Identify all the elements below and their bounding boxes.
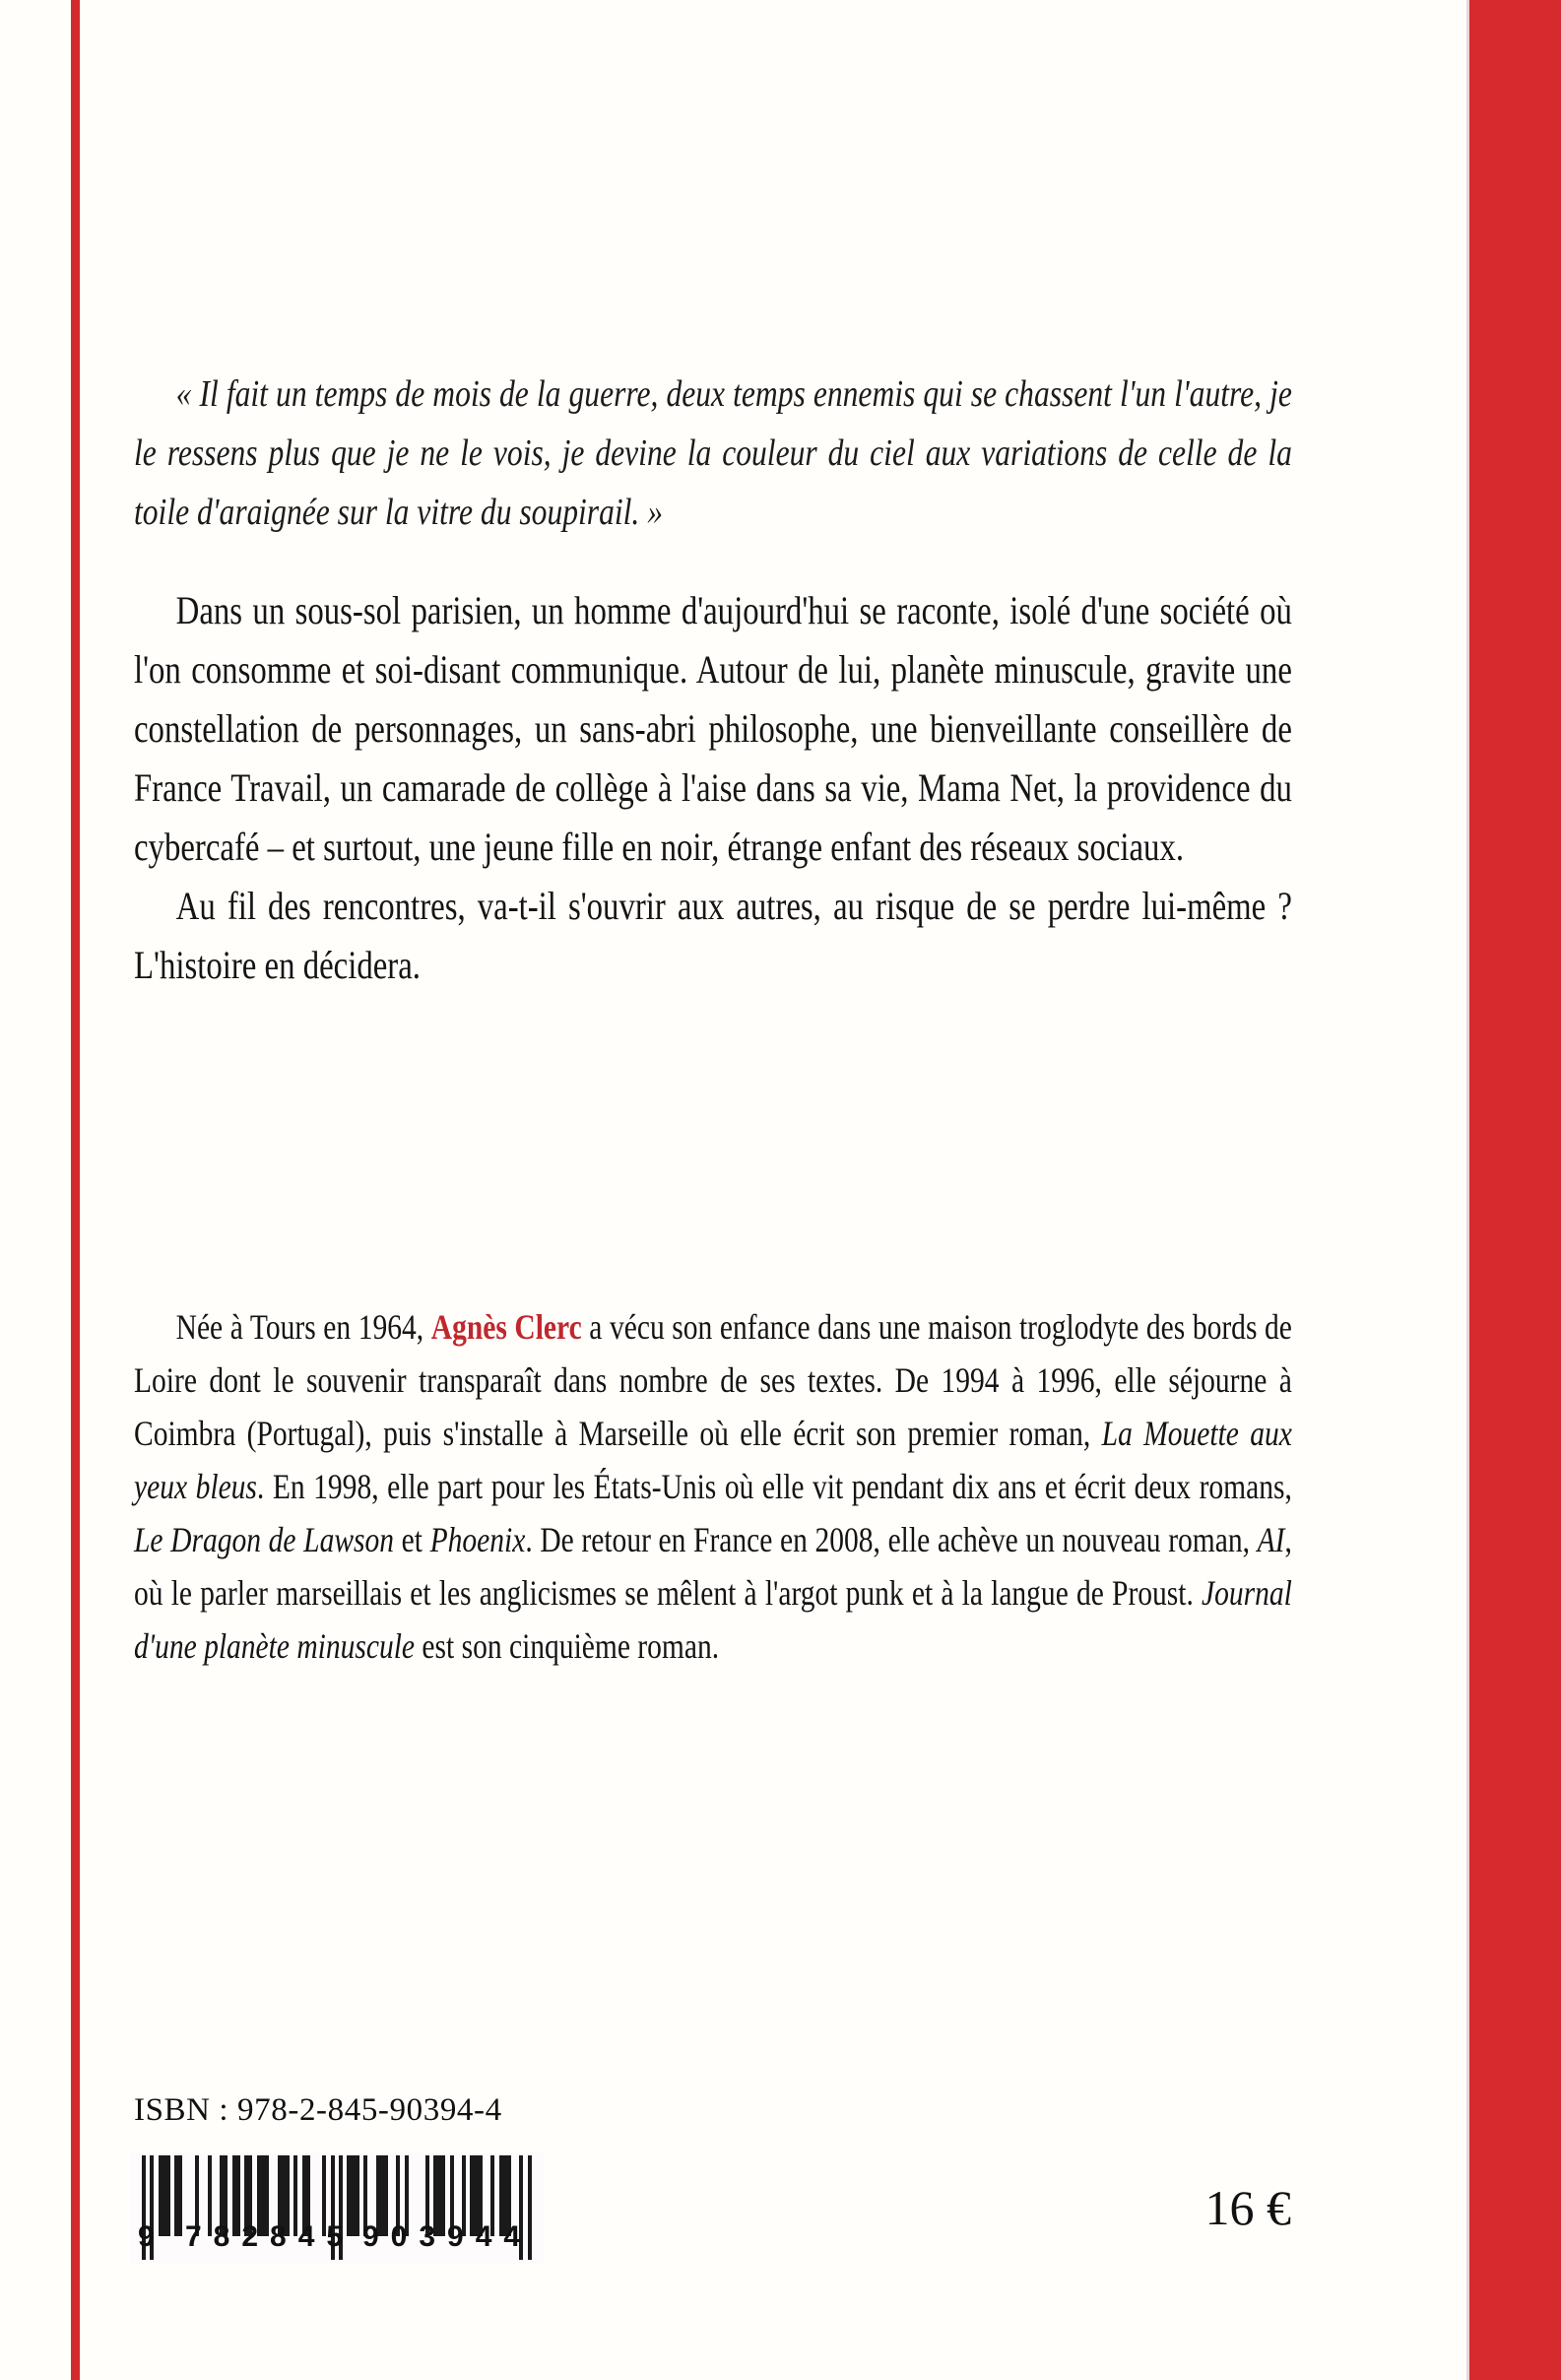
ean13-barcode	[130, 2153, 544, 2264]
book-title-4: AI	[1257, 1520, 1285, 1559]
author-name: Agnès Clerc	[430, 1307, 582, 1347]
barcode-right-group: 903944	[362, 2220, 533, 2253]
barcode-left-group: 782845	[185, 2220, 356, 2253]
left-red-stripe	[71, 0, 80, 2380]
right-red-band	[1469, 0, 1561, 2380]
bio-segment-2: a vécu son enfance dans une maison troglodyte des bords de Loire dont le souvenir transparaît dans nombre de ses textes. De 1994 à 1996, elle séjourne à Coimbra (Portugal), puis s'installe à Marseille où elle écrit son premier roman,	[134, 1307, 1292, 1453]
author-biography	[134, 1300, 1292, 1673]
barcode-lead-digit: 9	[138, 2220, 155, 2253]
synopsis-paragraph-1: Dans un sous-sol parisien, un homme d'aujourd'hui se raconte, isolé d'une société où l'on consomme et soi-disant communique. Autour de lui, planète minuscule, gravite une constellation de personnages, un sans-abri philosophe, une bienveillante conseillère de France Travail, un camarade de collège à l'aise dans sa vie, Mama Net, la providence du cybercafé – et surtout, une jeune fille en noir, étrange enfant des réseaux sociaux.	[134, 588, 1292, 869]
barcode-digits	[130, 2220, 544, 2262]
bio-segment-6: , où le parler marseillais et les anglicismes se mêlent à l'argot punk et à la langue de Proust.	[134, 1520, 1292, 1613]
book-title-5: Journal d'une planète minuscule	[134, 1573, 1292, 1666]
bio-segment-3: . En 1998, elle part pour les États-Unis où elle vit pendant dix ans et écrit deux romans,	[256, 1467, 1292, 1506]
book-synopsis	[134, 581, 1292, 995]
book-title-2: Le Dragon de Lawson	[134, 1520, 395, 1559]
book-title-3: Phoenix	[429, 1520, 526, 1559]
synopsis-paragraph-2: Au fil des rencontres, va-t-il s'ouvrir aux autres, au risque de se perdre lui-même ? L'histoire en décidera.	[134, 884, 1292, 987]
price-label: 16 €	[1204, 2180, 1291, 2235]
bio-segment-7: est son cinquième roman.	[415, 1626, 720, 1666]
bio-segment-4: et	[394, 1520, 430, 1559]
isbn-label: ISBN : 978-2-845-90394-4	[134, 2092, 502, 2128]
bio-segment-1: Née à Tours en 1964,	[175, 1307, 431, 1347]
bio-segment-5: . De retour en France en 2008, elle achève un nouveau roman,	[525, 1520, 1258, 1559]
cover-content	[134, 0, 1292, 2380]
book-quote: « Il fait un temps de mois de la guerre, deux temps ennemis qui se chassent l'un l'autre, je le ressens plus que je ne le vois, je devine la couleur du ciel aux variations de celle de la toile d'araignée sur la vitre du soupirail. »	[134, 373, 1292, 533]
book-title-1: La Mouette aux yeux bleus	[134, 1414, 1292, 1506]
